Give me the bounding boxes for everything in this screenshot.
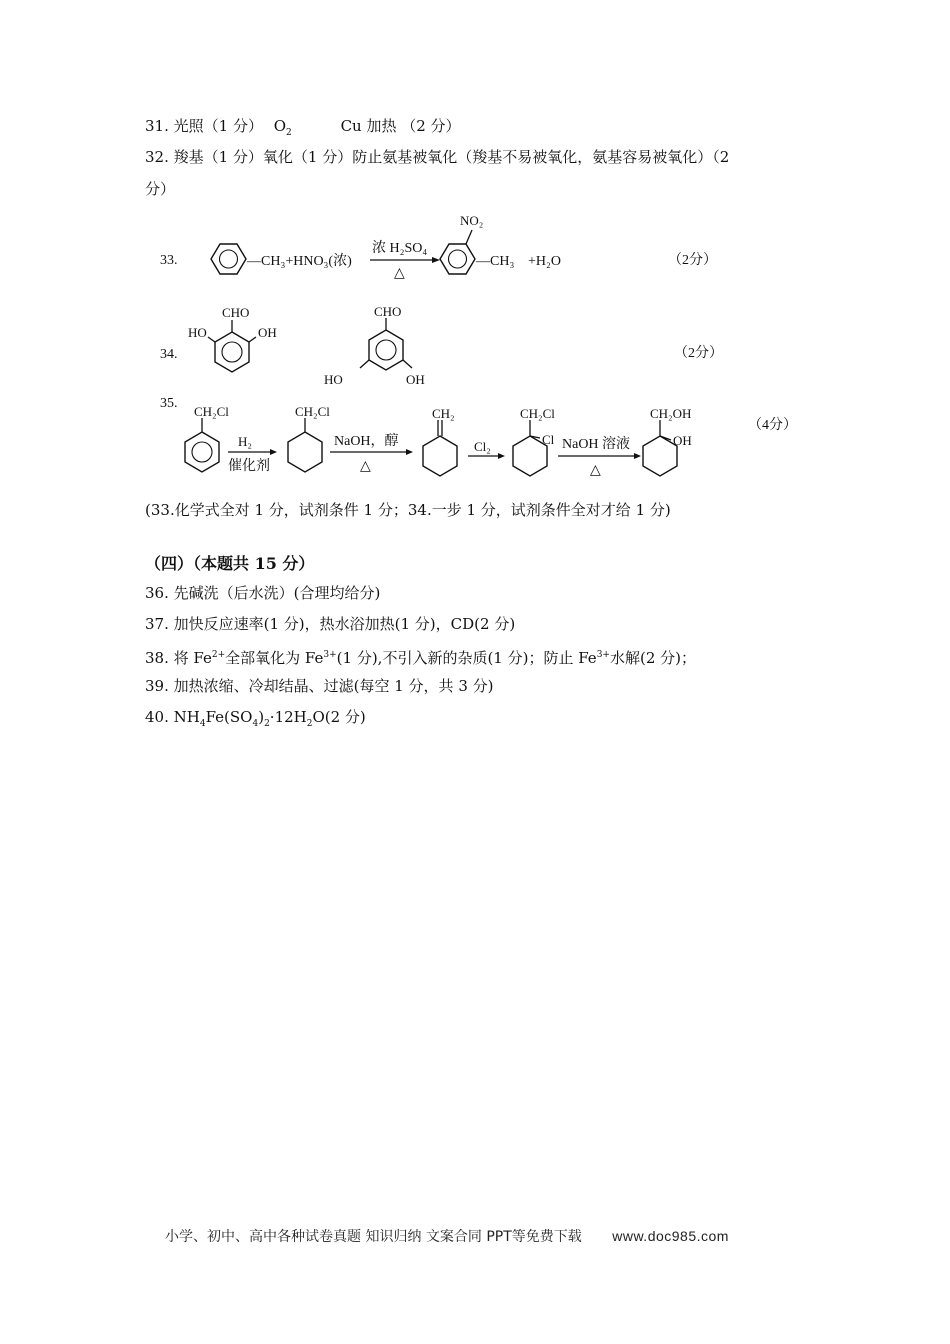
q35-s2-sub: CH₂Cl: [295, 404, 330, 419]
footer-text: 小学、初中、高中各种试卷真题 知识归纳 文案合同 PPT等免费下载: [165, 1229, 582, 1245]
q34-number: 34.: [160, 347, 178, 362]
q35-r4-bottom: △: [590, 463, 601, 478]
q35-s4-cl: Cl: [542, 432, 555, 447]
q35-r2-bottom: △: [360, 459, 371, 474]
q35-product: [643, 420, 677, 476]
q35-methylenecyclohexane: [423, 420, 457, 476]
answer-37: 37. 加快反应速率(1 分)，热水浴加热(1 分)，CD(2 分): [145, 615, 516, 633]
q35-cyclohexylmethyl-chloride: [288, 418, 322, 472]
q35-benzyl-chloride: [185, 418, 219, 472]
q35-r1-bottom: 催化剂: [228, 459, 270, 474]
q35-arrow-2: [406, 449, 413, 455]
footer-url[interactable]: www.doc985.com: [612, 1228, 729, 1244]
q34-m2-ho: HO: [324, 372, 343, 387]
q35-s5-sub: CH₂OH: [650, 406, 692, 421]
q35-synthesis-route: [150, 388, 810, 488]
q34-molecule-1: [208, 320, 256, 372]
q33-condition: △: [394, 266, 405, 281]
q34-m2-oh: OH: [406, 372, 425, 387]
answer-32-line1: 32. 羧基（1 分）氧化（1 分）防止氨基被氧化（羧基不易被氧化，氨基容易被氧化）（2: [145, 148, 730, 166]
q35-r4-top: NaOH 溶液: [562, 437, 631, 452]
answer-32-line2: 分）: [145, 180, 176, 198]
q34-score: （2分）: [674, 346, 723, 361]
q33-no2: NO₂: [460, 213, 484, 228]
q33-reactant-text: —CH₃+HNO₃(浓): [247, 254, 352, 269]
q35-score: （4分）: [748, 418, 797, 433]
q35-s3-sub: CH₂: [432, 406, 455, 421]
q35-r2-top: NaOH，醇: [334, 434, 399, 449]
q35-arrow-1: [270, 449, 277, 455]
q31-part-a: 光照（1 分）: [173, 117, 263, 135]
q35-number: 35.: [160, 396, 178, 411]
q34-m1-cho: CHO: [222, 305, 250, 320]
q33-score: （2分）: [668, 253, 717, 268]
q33-number: 33.: [160, 253, 178, 268]
answer-36: 36. 先碱洗（后水洗）(合理均给分): [145, 584, 381, 602]
q33-water: +H₂O: [528, 254, 561, 269]
q35-r3-top: Cl₂: [474, 439, 491, 454]
q31-o2: $O_2$: [273, 117, 292, 138]
q34-m1-ho: HO: [188, 325, 207, 340]
q34-molecule-2: [360, 318, 412, 370]
q34-m2-cho: CHO: [374, 304, 402, 319]
answer-39: 39. 加热浓缩、冷却结晶、过滤(每空 1 分，共 3 分): [145, 677, 494, 695]
q31-part-b: Cu 加热 （2 分）: [340, 117, 461, 135]
q35-arrow-3: [498, 453, 505, 459]
q35-r1-top: H₂: [238, 434, 252, 449]
answer-31: [145, 116, 461, 143]
q33-reagent: 浓 H₂SO₄: [372, 241, 428, 256]
q34-structures: [150, 298, 750, 393]
q33-benzene-product: [440, 230, 475, 274]
q35-arrow-4: [634, 453, 641, 459]
q35-s4-sub: CH₂Cl: [520, 406, 555, 421]
section-heading: （四）（本题共 15 分）: [145, 554, 315, 573]
q33-product-ch3: —CH₃: [476, 254, 515, 269]
q31-number: 31.: [145, 117, 169, 135]
answer-38: 38. 将 $Fe^{2+}$全部氧化为 $Fe^{3+}(1$ 分),不引入新的杂质(1 分)；防止 $Fe^{3+}$水解(2 分)；: [145, 649, 697, 667]
q35-dichloride: [513, 420, 547, 476]
q34-m1-oh: OH: [258, 325, 277, 340]
answer-40: 40. $NH_4Fe(SO_4)_2\cdot 12H_2O(2$ 分): [145, 708, 366, 729]
page-footer: [165, 1226, 729, 1246]
q33-reaction: [150, 205, 750, 290]
grading-note: (33.化学式全对 1 分，试剂条件 1 分；34.一步 1 分，试剂条件全对才给 1 分): [145, 501, 671, 519]
q33-arrow-head: [432, 257, 440, 263]
q35-s1-sub: CH₂Cl: [194, 404, 229, 419]
q33-benzene-reactant: [211, 244, 246, 274]
q35-s5-oh: OH: [673, 433, 692, 448]
